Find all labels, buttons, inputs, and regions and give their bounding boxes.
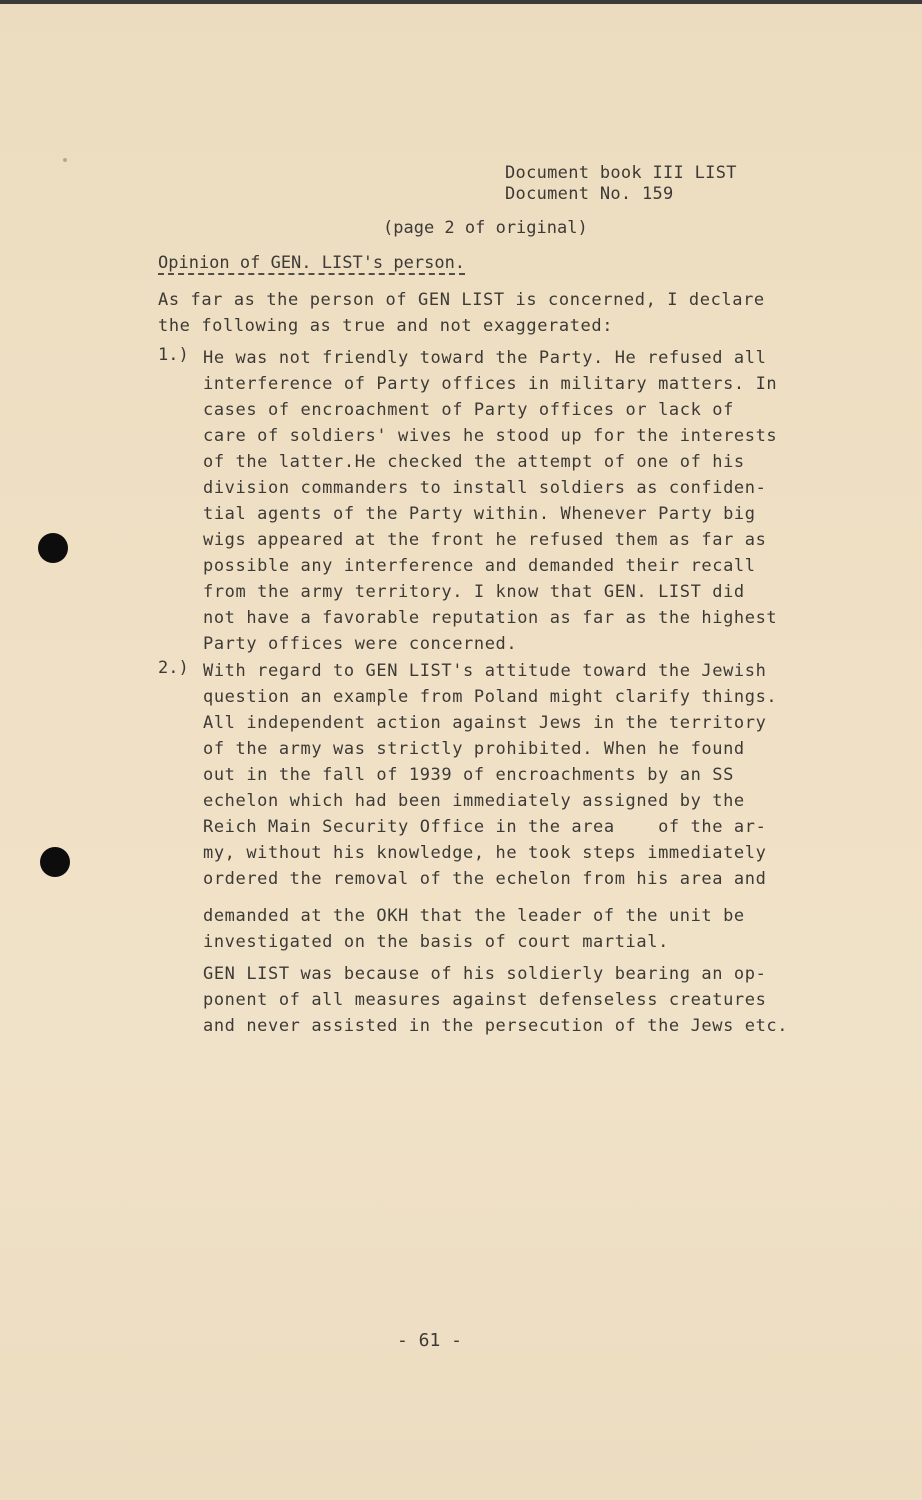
closing-paragraph: GEN LIST was because of his soldierly bearing an op- ponent of all measures against defenseless creatures and never assisted in the persecution of the Jews etc. xyxy=(203,964,789,1036)
section-heading: Opinion of GEN. LIST's person. xyxy=(158,253,466,273)
page-top-edge xyxy=(0,0,922,4)
item-2-text-continued: demanded at the OKH that the leader of the unit be investigated on the basis of court martial. xyxy=(203,906,745,952)
item-1-text: He was not friendly toward the Party. He refused all interference of Party offices in military matters. In cases of encroachment of Party offices or lack of care of soldiers' wives he stood up for the interests of the latter.He checked the attempt of one of his division commanders to install soldiers as confiden- tial agents of the Party within. Whenever Party big wigs appeared at the front he refused them as far as possible any interference and demanded their recall from the army territory. I know that GEN. LIST did not have a favorable reputation as far as the highest Party offices were concerned. xyxy=(203,348,778,654)
intro-paragraph: As far as the person of GEN LIST is concerned, I declare the following as true and not exaggerated: xyxy=(158,290,765,336)
item-1-number: 1.) xyxy=(158,345,189,365)
punch-hole-bottom xyxy=(40,847,70,877)
document-header xyxy=(505,163,737,205)
page-number: - 61 - xyxy=(397,1330,463,1351)
page-reference: (page 2 of original) xyxy=(383,218,588,238)
header-doc-number: Document No. 159 xyxy=(505,184,674,204)
header-book-line: Document book III LIST xyxy=(505,163,737,183)
item-2-number: 2.) xyxy=(158,658,189,678)
item-2-text: With regard to GEN LIST's attitude toward the Jewish question an example from Poland might clarify things. All independent action against Jews in the territory of the army was strictly prohibited. When he found out in the fall of 1939 of encroachments by an SS echelon which had been immediately assigned by the Reich Main Security Office in the area of the ar- my, without his knowledge, he took steps immediately ordered the removal of the echelon from his area and xyxy=(203,661,778,889)
paper-speck xyxy=(63,158,67,162)
punch-hole-top xyxy=(38,533,68,563)
